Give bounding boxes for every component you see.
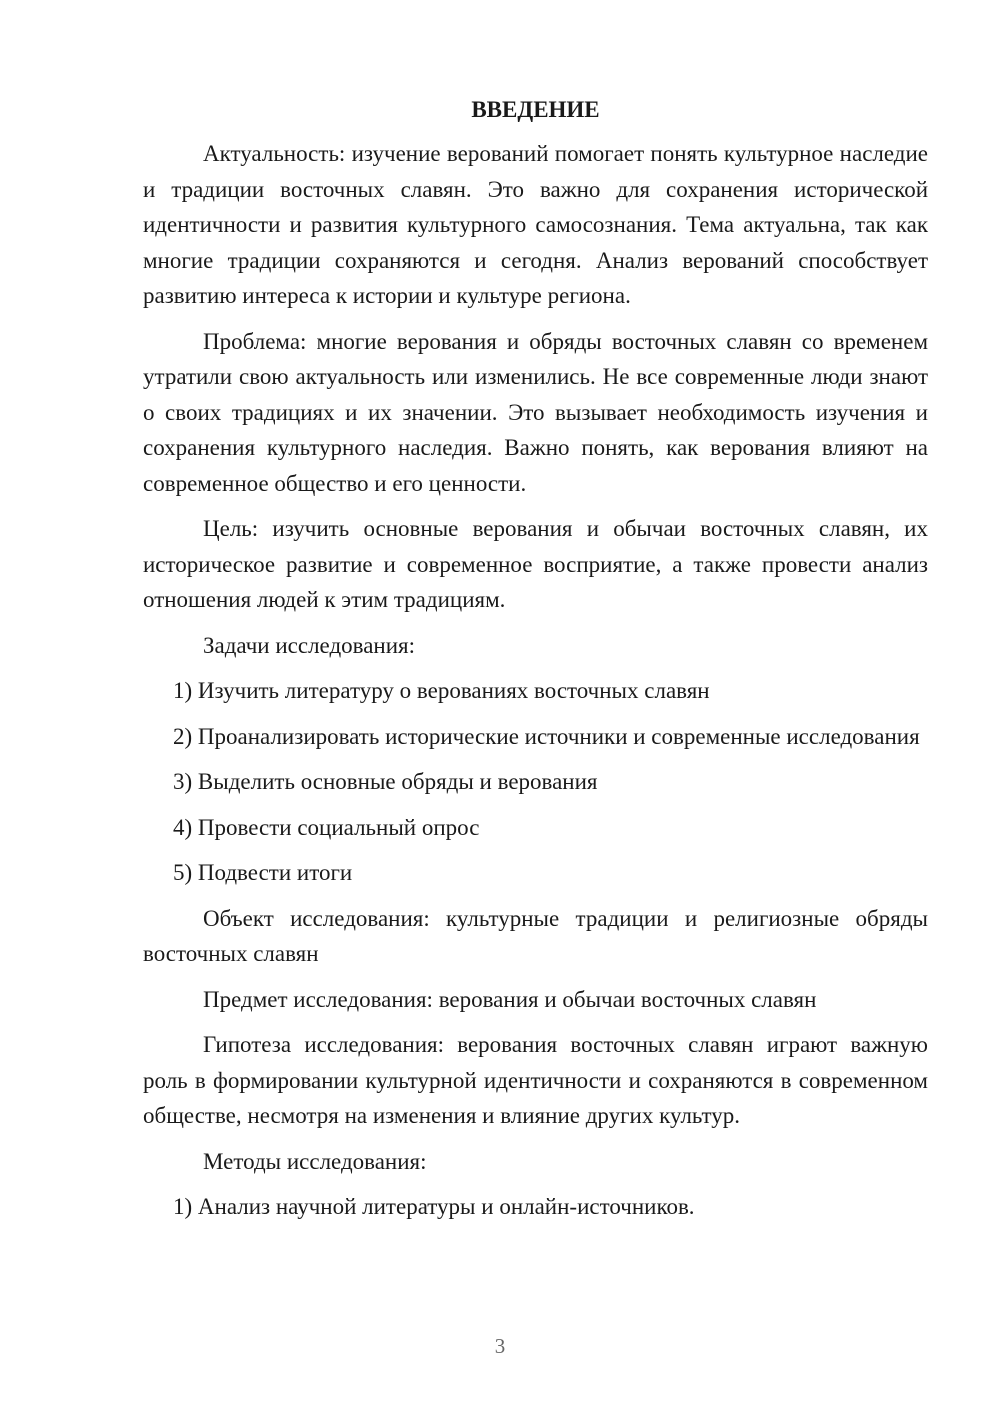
page-content [143, 94, 928, 1235]
task-item-5: 5) Подвести итоги [173, 860, 353, 885]
tasks-title: Задачи исследования: [203, 632, 416, 658]
object-paragraph: Объект исследования: культурные традиции и религиозные обряды восточных славян [143, 905, 928, 966]
methods-title: Методы исследования: [203, 1148, 427, 1174]
page-title: ВВЕДЕНИЕ [471, 97, 600, 122]
hypothesis-paragraph: Гипотеза исследования: верования восточных славян играют важную роль в формировании культурной идентичности и сохраняются в современном обществе, несмотря на изменения и влияние других культур. [143, 1032, 928, 1128]
task-item-3: 3) Выделить основные обряды и верования [173, 769, 598, 794]
goal-paragraph: Цель: изучить основные верования и обычаи восточных славян, их историческое развитие и современное восприятие, а также провести анализ отношения людей к этим традициям. [143, 516, 928, 612]
task-item-1: 1) Изучить литературу о верованиях восточных славян [173, 678, 710, 703]
relevance-paragraph: Актуальность: изучение верований помогает понять культурное наследие и традиции восточных славян. Это важно для сохранения исторической идентичности и развития культурного самосознания. Тема актуальна, так как многие традиции сохраняются и сегодня. Анализ верований способствует развитию интереса к истории и культуре региона. [143, 141, 928, 308]
method-item-1: 1) Анализ научной литературы и онлайн-источников. [173, 1194, 695, 1219]
subject-paragraph: Предмет исследования: верования и обычаи восточных славян [203, 986, 817, 1012]
task-item-2: 2) Проанализировать исторические источники и современные исследования [173, 723, 920, 749]
task-item-4: 4) Провести социальный опрос [173, 814, 480, 840]
page-number: 3 [494, 1334, 506, 1358]
problem-paragraph: Проблема: многие верования и обряды восточных славян со временем утратили свою актуальность или изменились. Не все современные люди знают о своих традициях и их значении. Это вызывает необходимость изучения и сохранения культурного наследия. Важно понять, как верования влияют на современное общество и его ценности. [143, 328, 928, 496]
